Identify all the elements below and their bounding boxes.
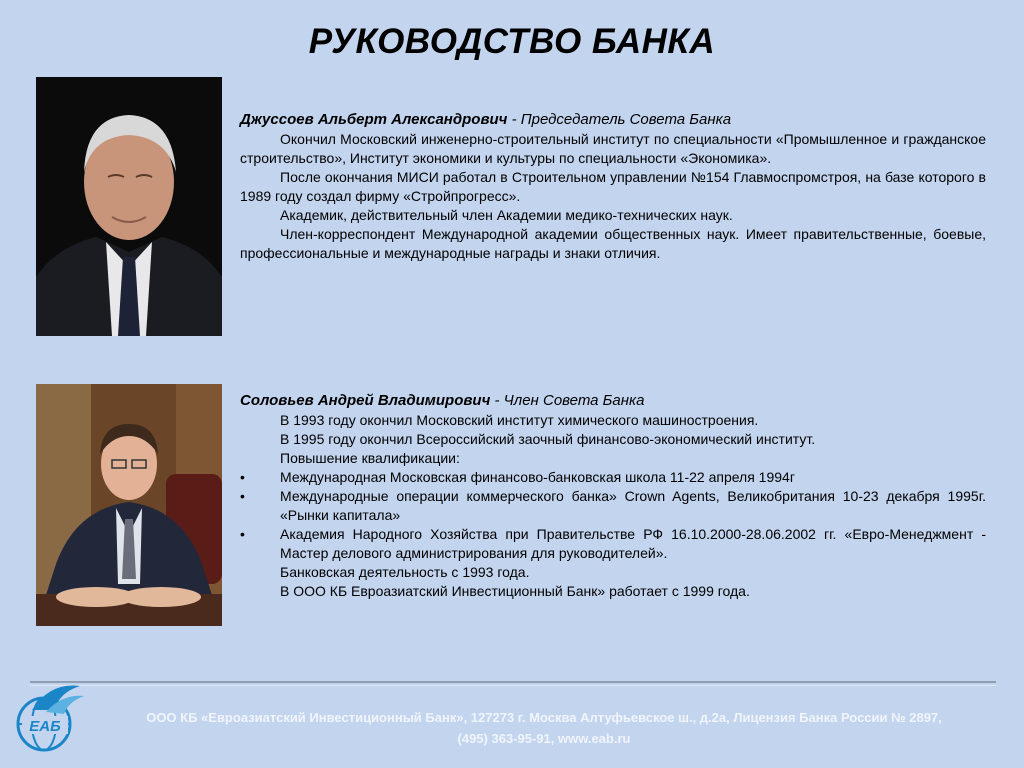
- bullet-text: Международная Московская финансово-банковская школа 11-22 апреля 1994г: [280, 469, 795, 485]
- footer-divider-highlight: [30, 685, 996, 686]
- footer-divider: [30, 681, 996, 683]
- logo-text: ЕАБ: [29, 718, 61, 735]
- bio-board-member: [240, 391, 986, 601]
- bullet-mark: •: [240, 488, 245, 504]
- footer-address: ООО КБ «Евроазиатский Инвестиционный Банк», 127273 г. Москва Алтуфьевское ш., д.2а, Лицензия Банка России № 2897,: [146, 710, 942, 725]
- portrait-photo-board-member: [36, 384, 222, 626]
- person-heading: [240, 391, 986, 410]
- person-name: Джуссоев Альберт Александрович: [240, 111, 508, 128]
- bullet-text: Академия Народного Хозяйства при Правительстве РФ 16.10.2000-28.06.2002 гг. «Евро-Менеджмент - Мастер делового администрирования для руководителей».: [280, 526, 986, 561]
- bullet-mark: •: [240, 469, 245, 485]
- bullet-item: [240, 468, 986, 487]
- page-title: РУКОВОДСТВО БАНКА: [308, 22, 716, 61]
- bio-line: В 1993 году окончил Московский институт химического машиностроения.: [280, 412, 759, 428]
- bio-line: Банковская деятельность с 1993 года.: [280, 564, 530, 580]
- bullet-item: [240, 525, 986, 563]
- person-heading: [240, 110, 986, 129]
- person-role: - Член Совета Банка: [490, 392, 645, 409]
- person-name: Соловьев Андрей Владимирович: [240, 392, 491, 409]
- bio-line: В 1995 году окончил Всероссийский заочный финансово-экономический институт.: [280, 431, 816, 447]
- bio-paragraph: Академик, действительный член Академии медико-технических наук.: [280, 207, 733, 223]
- bio-line: Повышение квалификации:: [280, 450, 460, 466]
- bullet-text: Международные операции коммерческого банка» Crown Agents, Великобритания 10-23 декабря 1995г. «Рынки капитала»: [280, 488, 986, 523]
- eab-bank-logo-icon: [10, 680, 86, 758]
- bullet-mark: •: [240, 526, 245, 542]
- footer-contacts: (495) 363-95-91, www.eab.ru: [457, 731, 631, 746]
- portrait-photo-chairman: [36, 77, 222, 336]
- bio-chairman: [240, 110, 986, 263]
- person-role: - Председатель Совета Банка: [507, 111, 732, 128]
- bio-line: В ООО КБ Евроазиатский Инвестиционный Банк» работает с 1999 года.: [280, 583, 750, 599]
- bullet-item: [240, 487, 986, 525]
- footer: [100, 707, 988, 749]
- bio-paragraph: Окончил Московский инженерно-строительный институт по специальности «Промышленное и гражданское строительство», Институт экономики и культуры по специальности «Экономика».: [240, 131, 986, 166]
- bio-paragraph: После окончания МИСИ работал в Строительном управлении №154 Главмоспромстроя, на базе которого в 1989 году создал фирму «Стройпрогресс».: [240, 169, 986, 204]
- bio-paragraph: Член-корреспондент Международной академии общественных наук. Имеет правительственные, боевые, профессиональные и международные награды и знаки отличия.: [240, 226, 986, 261]
